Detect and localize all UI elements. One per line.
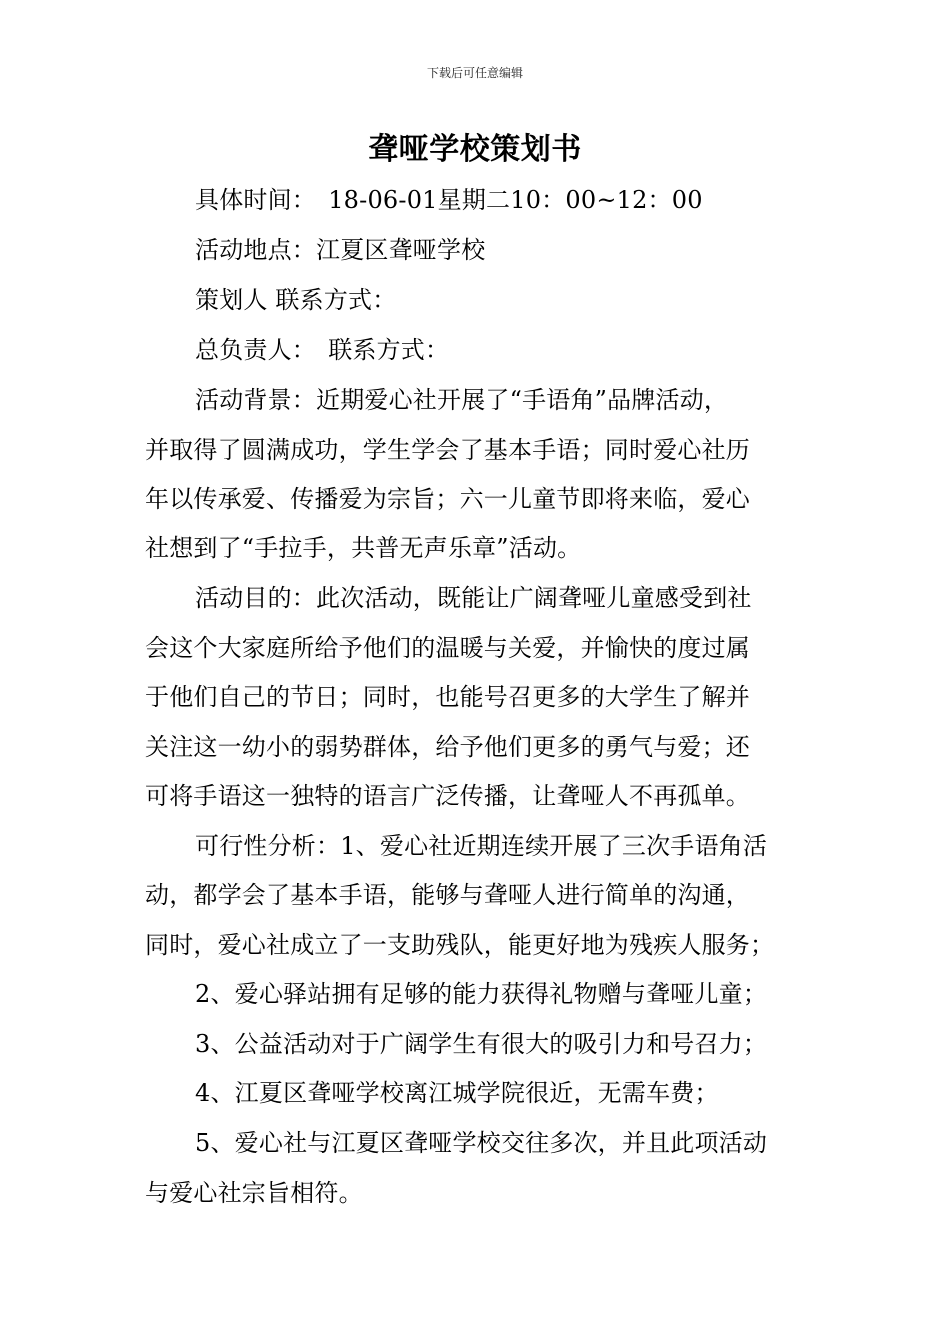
background-line-2: 并取得了圆满成功，学生学会了基本手语；同时爱心社历	[145, 436, 750, 464]
feasibility-line-4: 2、爱心驿站拥有足够的能力获得礼物赠与聋哑儿童；	[195, 980, 768, 1008]
purpose-line-4: 关注这一幼小的弱势群体，给予他们更多的勇气与爱；还	[145, 733, 750, 761]
header-note: 下载后可任意编辑	[426, 66, 523, 80]
purpose-line-5: 可将手语这一独特的语言广泛传播，让聋哑人不再孤单。	[145, 782, 750, 810]
document-title: 聋哑学校策划书	[368, 132, 582, 167]
feasibility-line-1: 可行性分析：1、爱心社近期连续开展了三次手语角活	[195, 832, 768, 860]
feasibility-line-6: 4、江夏区聋哑学校离江城学院很近，无需车费；	[195, 1079, 719, 1107]
location-line: 活动地点：江夏区聋哑学校	[195, 236, 486, 264]
feasibility-line-2: 动，都学会了基本手语，能够与聋哑人进行简单的沟通，	[145, 881, 750, 909]
purpose-line-1: 活动目的：此次活动，既能让广阔聋哑儿童感受到社	[195, 584, 752, 612]
feasibility-line-3: 同时，爱心社成立了一支助残队，能更好地为残疾人服务；	[145, 931, 775, 959]
background-line-4: 社想到了“手拉手，共普无声乐章”活动。	[145, 534, 582, 562]
time-line: 具体时间： 18-06-01星期二10：00~12：00	[195, 186, 703, 214]
planner-line: 策划人 联系方式：	[195, 286, 397, 314]
feasibility-line-7: 5、爱心社与江夏区聋哑学校交往多次，并且此项活动	[195, 1129, 768, 1157]
purpose-line-3: 于他们自己的节日；同时，也能号召更多的大学生了解并	[145, 683, 750, 711]
background-line-3: 年以传承爱、传播爱为宗旨；六一儿童节即将来临，爱心	[145, 485, 750, 513]
purpose-line-2: 会这个大家庭所给予他们的温暖与关爱，并愉快的度过属	[145, 634, 750, 662]
feasibility-line-8: 与爱心社宗旨相符。	[145, 1179, 363, 1207]
responsible-line: 总负责人： 联系方式：	[195, 336, 450, 364]
feasibility-line-5: 3、公益活动对于广阔学生有很大的吸引力和号召力；	[195, 1030, 768, 1058]
background-line-1: 活动背景：近期爱心社开展了“手语角”品牌活动，	[195, 386, 729, 414]
